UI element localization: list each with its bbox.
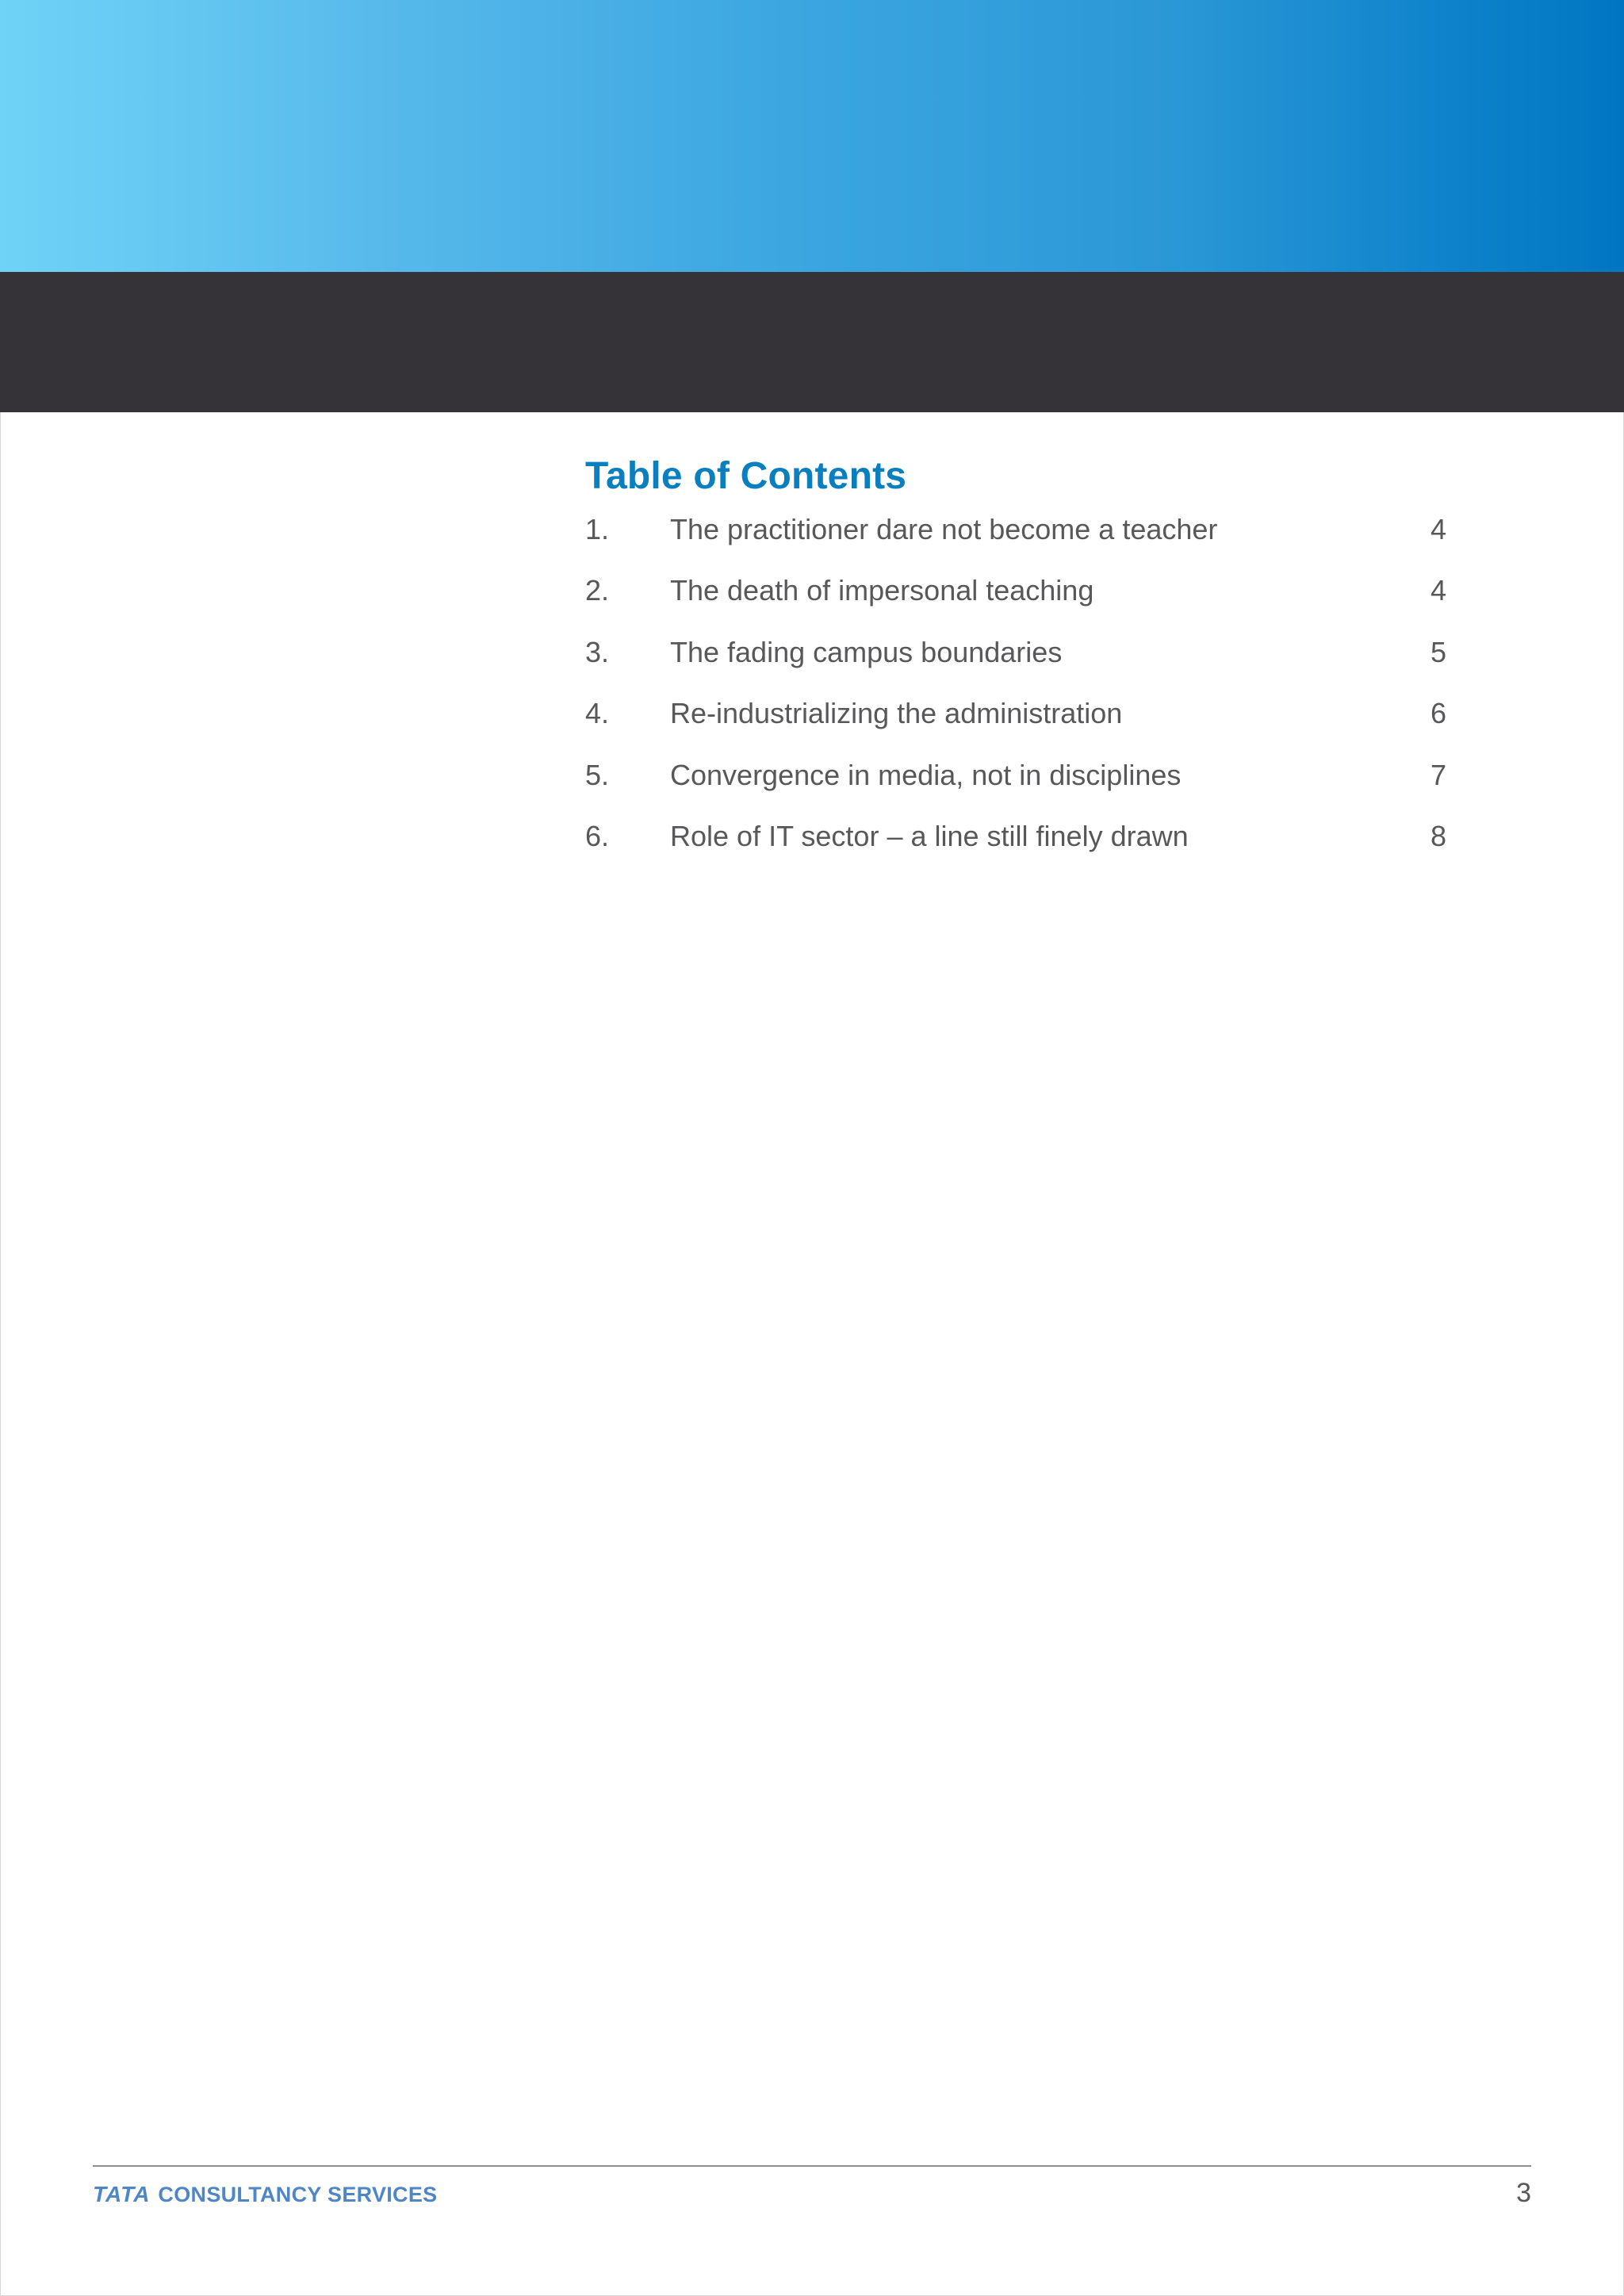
toc-item-title[interactable]: The practitioner dare not become a teacher	[670, 513, 1218, 545]
toc-item-title[interactable]: The death of impersonal teaching	[670, 574, 1094, 607]
toc-item[interactable]	[585, 509, 1446, 570]
toc-item[interactable]	[585, 693, 1446, 754]
logo-company-name: CONSULTANCY SERVICES	[158, 2182, 438, 2206]
toc-item-title[interactable]: Convergence in media, not in disciplines	[670, 758, 1182, 791]
toc-list	[585, 509, 1446, 877]
toc-item-page: 5	[1430, 635, 1446, 668]
toc-item-page: 6	[1430, 697, 1446, 730]
toc-item-title[interactable]: The fading campus boundaries	[670, 635, 1063, 668]
toc-item-number: 3.	[585, 635, 610, 668]
toc-item[interactable]	[585, 755, 1446, 816]
toc-item[interactable]	[585, 816, 1446, 877]
logo-tata-wordmark: TATA	[93, 2182, 151, 2206]
header-dark-band	[0, 272, 1624, 412]
toc-item-number: 4.	[585, 697, 610, 730]
page-number: 3	[1516, 2178, 1531, 2208]
toc-item[interactable]	[585, 570, 1446, 631]
header-gradient-band	[0, 0, 1624, 272]
toc-item-page: 8	[1430, 819, 1446, 852]
toc-item-page: 4	[1430, 513, 1446, 545]
toc-item-number: 2.	[585, 574, 610, 607]
toc-item-title[interactable]: Role of IT sector – a line still finely drawn	[670, 819, 1189, 852]
company-logo	[93, 2180, 437, 2209]
toc-item-page: 4	[1430, 574, 1446, 607]
footer-divider	[93, 2165, 1531, 2167]
toc-title: Table of Contents	[585, 455, 907, 497]
toc-item-number: 1.	[585, 513, 610, 545]
toc-item-number: 5.	[585, 758, 610, 791]
table-of-contents	[585, 450, 1446, 877]
toc-item-number: 6.	[585, 819, 610, 852]
toc-item[interactable]	[585, 632, 1446, 693]
toc-item-page: 7	[1430, 758, 1446, 791]
toc-item-title[interactable]: Re-industrializing the administration	[670, 697, 1123, 730]
